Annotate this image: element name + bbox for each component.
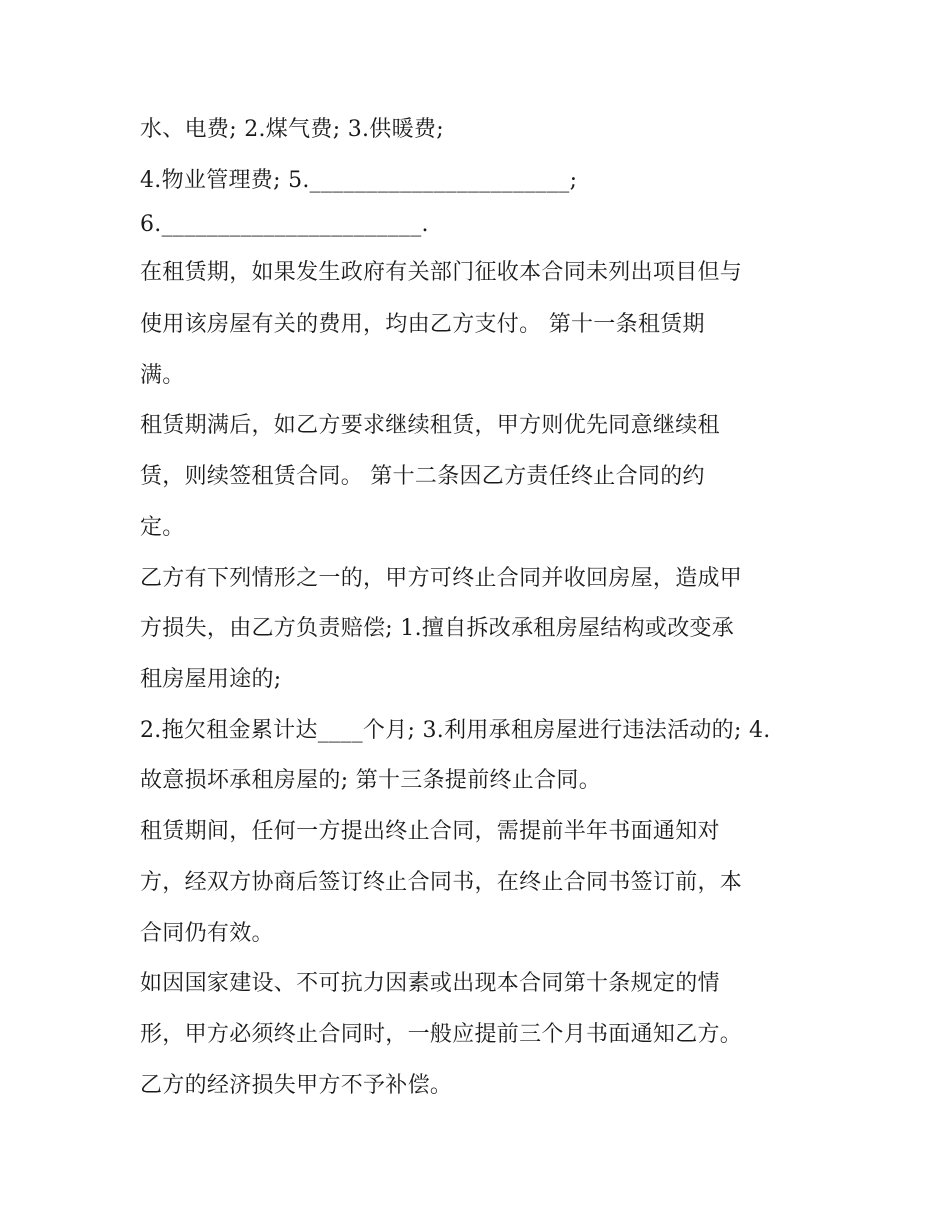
text-line: 赁，则续签租赁合同。 第十二条因乙方责任终止合同的约 <box>140 464 705 489</box>
text-line: 租房屋用途的; <box>140 667 282 692</box>
text-line: 定。 <box>140 515 185 540</box>
text-line-utilities: 水、电费; 2.煤气费; 3.供暖费; <box>140 117 444 142</box>
text-line: 2.拖欠租金累计达____个月; 3.利用承租房屋进行违法活动的; 4. <box>140 718 771 743</box>
text-line: 在租赁期，如果发生政府有关部门征收本合同未列出项目但与 <box>140 260 743 285</box>
text-line: 故意损坏承租房屋的; 第十三条提前终止合同。 <box>140 768 602 793</box>
text-line: 满。 <box>140 363 185 388</box>
text-line: 使用该房屋有关的费用，均由乙方支付。 第十一条租赁期 <box>140 312 705 337</box>
text-line: 方，经双方协商后签订终止合同书，在终止合同书签订前，本 <box>140 870 743 895</box>
text-line: 如因国家建设、不可抗力因素或出现本合同第十条规定的情 <box>140 971 720 996</box>
text-line: 合同仍有效。 <box>140 921 274 946</box>
text-line: 乙方有下列情形之一的，甲方可终止合同并收回房屋，造成甲 <box>140 566 743 591</box>
text-line: 方损失，由乙方负责赔偿; 1.擅自拆改承租房屋结构或改变承 <box>140 616 735 641</box>
text-line: 租赁期满后，如乙方要求继续租赁，甲方则优先同意继续租 <box>140 413 720 438</box>
text-line: 形，甲方必须终止合同时，一般应提前三个月书面通知乙方。 <box>140 1022 743 1047</box>
text-line: 租赁期间，任何一方提出终止合同，需提前半年书面通知对 <box>140 819 720 844</box>
text-line-property-fee: 4.物业管理费; 5._______________________; <box>140 168 578 193</box>
text-line: 乙方的经济损失甲方不予补偿。 <box>140 1073 453 1098</box>
text-line-other-fee: 6._______________________. <box>140 212 429 237</box>
